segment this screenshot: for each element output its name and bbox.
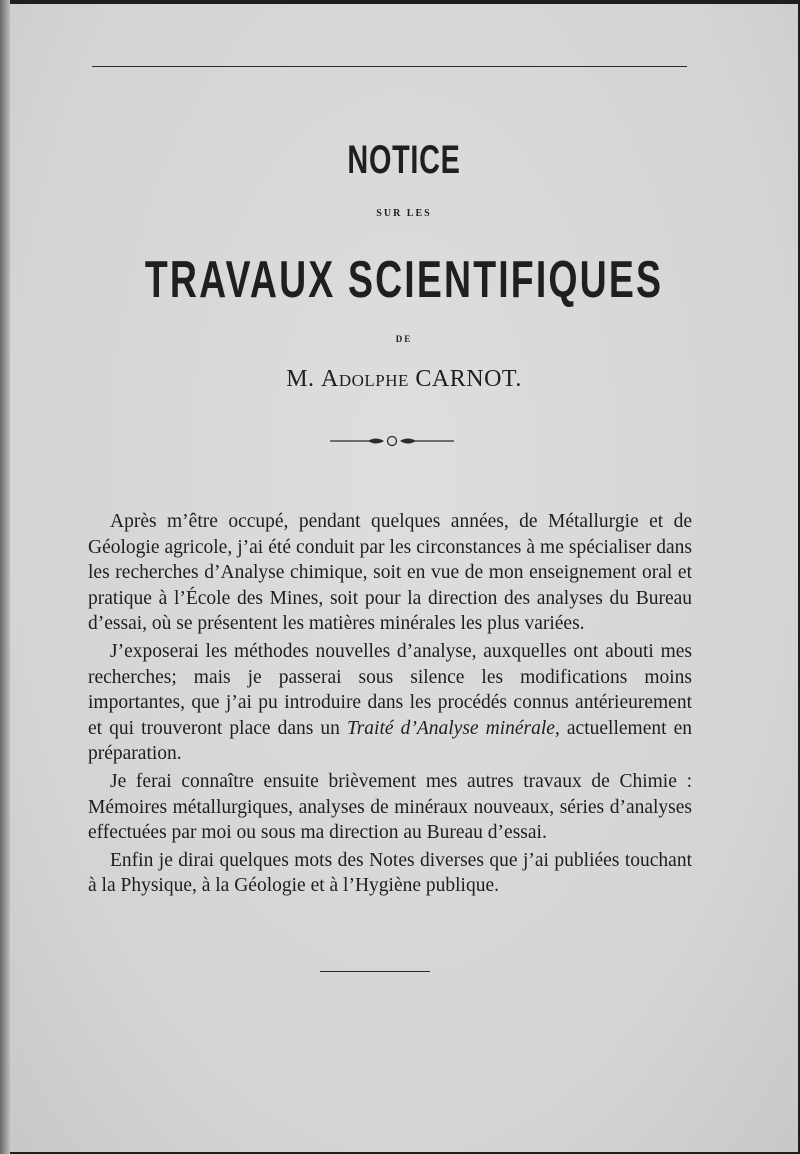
paragraph-2-end: actuellement en préparation. [88,717,692,765]
bottom-rule [320,971,430,972]
paragraph-4: Enfin je dirai quelques mots des Notes diverses que j’ai publiées touchant à la Physique, à la Géologie et à l’Hygiène publique. [88,849,692,897]
document-page [10,4,798,1152]
top-rule [92,66,687,67]
travaux-title: TRAVAUX SCIENTIFIQUES [144,251,664,309]
de-label: DE [395,334,413,344]
author-prefix: M. [286,366,315,392]
page-edge-shadow [0,0,10,1154]
treatise-title: Traité d’Analyse minérale, [346,717,560,739]
notice-title: NOTICE [347,138,461,182]
paragraph-2-text: J’exposerai les méthodes nouvelles d’analyse, auxquelles ont abouti mes recherches; mais je passerai sous silence les modifications moins importantes, que j’ai pu introduire dans les procédés connus antérieurement et qui trouveront place dans un [88,640,692,739]
author-first-name: Adolphe [321,366,409,392]
sur-les-label: SUR LES [376,208,432,219]
ornament-divider-icon [328,432,456,450]
author-last-name: CARNOT. [415,366,522,392]
paragraph-1: Après m’être occupé, pendant quelques années, de Métallurgie et de Géologie agricole, j’ai été conduit par les circonstances à me spécialiser dans les recherches d’Analyse chimique, soit en vue de mon enseignement oral et pratique à l’École des Mines, soit pour la direction des analyses du Bureau d’essai, où se présentent les matières minérales les plus variées. [88,511,692,635]
author-line [10,366,798,393]
body-text [88,509,692,901]
paragraph-3: Je ferai connaître ensuite brièvement mes autres travaux de Chimie : Mémoires métallurgiques, analyses de minéraux nouveaux, séries d’analyses effectuées par moi ou sous ma direction au Bureau d’essai. [88,770,692,844]
paragraph-2 [88,639,692,767]
